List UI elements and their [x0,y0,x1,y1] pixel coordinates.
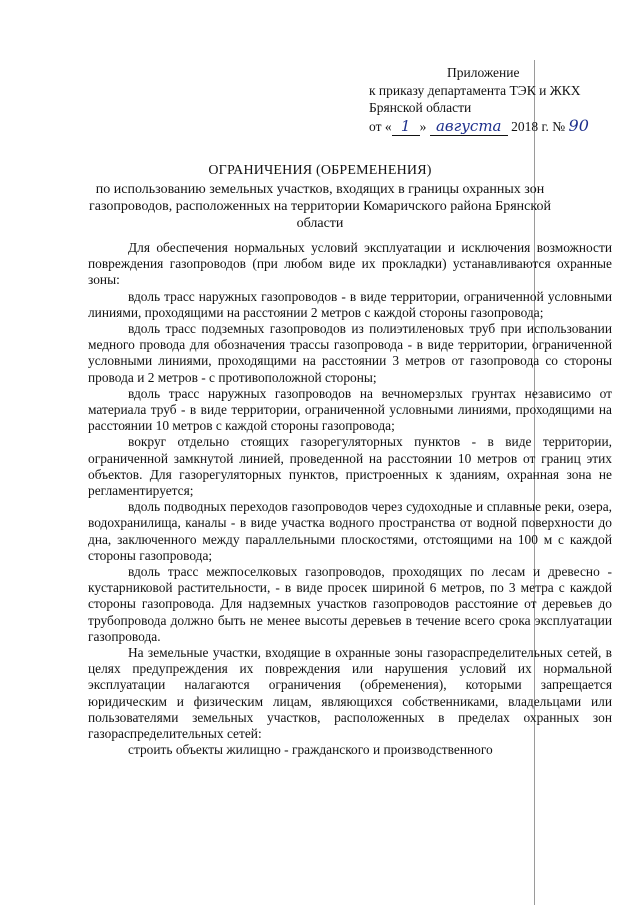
appendix-line-1: к приказу департамента ТЭК и ЖКХ [369,82,581,98]
appendix-line-2: Брянской области [369,100,472,115]
paragraph: вдоль трасс межпоселковых газопроводов, проходящих по лесам и древесно - кустарниковой растительности, - в виде просек шириной 6 метров, по 3 метра с каждой стороны газопровода. Для надземных участков газопроводов расстояние от деревьев до трубопровода должно быть не менее высоты деревьев в течение всего срока эксплуатации газопровода. [88,564,612,644]
paragraph: вдоль трасс подземных газопроводов из полиэтиленовых труб при использовании медного провода для обозначения трассы газопровода - в виде территории, ограниченной условными линиями, проходящими на расстоянии 3 метров от газопровода со стороны провода и 2 метров - с противоположной стороны; [88,321,612,385]
heading-subtitle: по использованию земельных участков, входящих в границы охранных зон газопроводов, расположенных на территории Комаричского района Брянской области [89,182,551,231]
heading-title: ОГРАНИЧЕНИЯ (ОБРЕМЕНЕНИЯ) [208,163,432,178]
paragraph: строить объекты жилищно - гражданского и производственного [128,742,493,758]
order-line [369,117,619,137]
order-day: 1 [392,118,420,137]
paragraph: На земельные участки, входящие в охранные зоны газораспределительных сетей, в целях предупреждения их повреждения или нарушения условий их нормальной эксплуатации налагаются ограничения (обременения), которыми запрещается юридическим и физическим лицам, являющихся собственниками, владельцами или пользователями земельных участков, расположенных в пределах охранных зон газораспределительных сетей: [88,645,612,742]
paragraph: вдоль подводных переходов газопроводов через судоходные и сплавные реки, озера, водохранилища, каналы - в виде участка водного пространства от водной поверхности до дна, заключенного между параллельными плоскостями, отстоящими на 100 м с каждой стороны газопровода; [88,499,612,563]
paragraph: Для обеспечения нормальных условий эксплуатации и исключения возможности повреждения газопроводов (при любом виде их прокладки) устанавливаются охранные зоны: [88,240,612,288]
paragraph: вдоль трасс наружных газопроводов - в виде территории, ограниченной условными линиями, проходящими на расстоянии 2 метров с каждой стороны газопровода; [88,288,612,320]
order-prefix: от « [369,118,392,134]
document-body [88,240,612,759]
appendix-title: Приложение [447,65,520,80]
order-month: августа [430,118,508,137]
order-mid: » [419,118,430,134]
paragraph: вокруг отдельно стоящих газорегуляторных пунктов - в виде территории, ограниченной замкнутой линией, проведенной на расстоянии 10 метров от границ этих объектов. Для газорегуляторных пунктов, пристроенных к зданиям, охранная зона не регламентируется; [88,434,612,499]
order-number: 90 [568,115,589,135]
appendix-block [369,64,619,136]
document-heading [80,162,560,232]
order-year: 2018 г. № [511,118,566,134]
paragraph: вдоль трасс наружных газопроводов на вечномерзлых грунтах независимо от материала труб - в виде территории, ограниченной условными линиями, проходящими на расстоянии 10 метров с каждой стороны газопровода; [88,385,612,434]
